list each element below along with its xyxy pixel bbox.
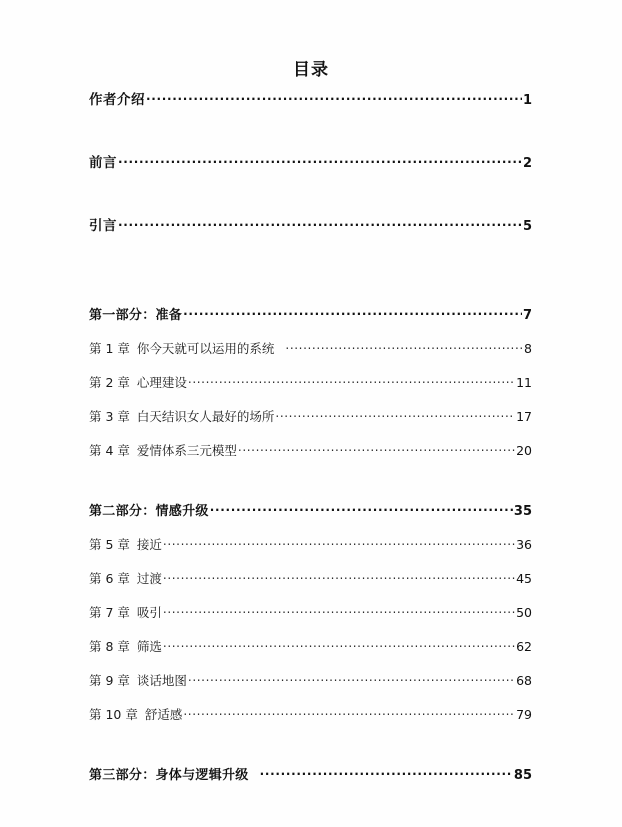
toc-part-heading[interactable] [89, 763, 532, 797]
dot-leader [163, 533, 515, 549]
toc-entry-label: 作者介绍 [89, 92, 145, 108]
toc-entry-page-number: 68 [516, 673, 532, 688]
toc-entry-chapter[interactable] [89, 533, 532, 567]
toc-chapter-text [89, 569, 162, 587]
toc-chapter-text [89, 535, 162, 553]
toc-part-label: 第三部分：身体与逻辑升级 [89, 768, 249, 783]
toc-entry-chapter[interactable] [89, 405, 532, 439]
dot-leader [260, 763, 513, 779]
toc-entry-chapter[interactable] [89, 635, 532, 669]
dot-leader [275, 405, 515, 421]
toc-entry-page-number: 17 [516, 409, 532, 424]
toc-entry-chapter[interactable] [89, 337, 532, 371]
toc-chapter-number: 第 8 章 [89, 639, 130, 654]
toc-entry-page-number: 45 [516, 571, 532, 586]
toc-chapter-number: 第 7 章 [89, 605, 130, 620]
toc-entry-page-number: 79 [516, 707, 532, 722]
toc-entry-page-number: 62 [516, 639, 532, 654]
toc-chapter-title: 白天结识女人最好的场所 [136, 409, 275, 424]
toc-part-heading[interactable] [89, 303, 532, 337]
section-spacer [89, 277, 532, 303]
toc-entry-page-number: 5 [522, 219, 532, 234]
toc-entry-page-number: 1 [522, 93, 532, 108]
dot-leader [146, 88, 522, 104]
toc-chapter-title: 心理建设 [136, 375, 187, 390]
toc-entry-chapter[interactable] [89, 439, 532, 473]
dot-leader [285, 337, 523, 353]
toc-entry-front-matter[interactable] [89, 214, 532, 277]
toc-chapter-number: 第 4 章 [89, 443, 130, 458]
toc-chapter-number: 第 3 章 [89, 409, 130, 424]
toc-entry-chapter[interactable] [89, 601, 532, 635]
toc-entry-page-number: 50 [516, 605, 532, 620]
toc-chapter-title: 你今天就可以运用的系统 [136, 341, 275, 356]
section-spacer [89, 473, 532, 499]
toc-chapter-title: 过渡 [136, 571, 162, 586]
dot-leader [118, 151, 522, 167]
toc-chapter-title: 吸引 [136, 605, 162, 620]
toc-chapter-text [89, 603, 162, 621]
dot-leader [118, 214, 522, 230]
dot-leader [238, 439, 515, 455]
page-title: 目录 [293, 60, 329, 80]
toc-part-label: 第二部分：情感升级 [89, 504, 209, 519]
toc-part-page-number: 35 [513, 504, 532, 519]
toc-chapter-title: 爱情体系三元模型 [136, 443, 237, 458]
toc-chapter-number: 第 2 章 [89, 375, 130, 390]
toc-part-page-number: 85 [513, 768, 532, 783]
dot-leader [188, 669, 515, 685]
toc-chapter-number: 第 6 章 [89, 571, 130, 586]
toc-entry-chapter[interactable] [89, 371, 532, 405]
toc-entry-page-number: 11 [516, 375, 532, 390]
toc-chapter-title: 谈话地图 [136, 673, 187, 688]
toc-part-label: 第一部分：准备 [89, 308, 183, 323]
dot-leader [183, 303, 522, 319]
toc-entry-list [89, 88, 532, 797]
toc-entry-front-matter[interactable] [89, 151, 532, 214]
toc-chapter-number: 第 10 章 [89, 707, 138, 722]
toc-chapter-number: 第 9 章 [89, 673, 130, 688]
toc-entry-chapter[interactable] [89, 669, 532, 703]
toc-chapter-number: 第 5 章 [89, 537, 130, 552]
toc-part-page-number: 7 [522, 308, 532, 323]
dot-leader [188, 371, 515, 387]
toc-chapter-text [89, 407, 274, 425]
toc-chapter-text [89, 705, 182, 723]
toc-chapter-text [89, 671, 187, 689]
dot-leader [163, 635, 515, 651]
toc-chapter-text [89, 637, 162, 655]
toc-entry-label: 前言 [89, 155, 117, 171]
toc-part-heading[interactable] [89, 499, 532, 533]
section-spacer [89, 737, 532, 763]
toc-entry-page-number: 8 [524, 341, 532, 356]
toc-entry-page-number: 36 [516, 537, 532, 552]
toc-chapter-number: 第 1 章 [89, 341, 130, 356]
toc-chapter-text [89, 441, 237, 459]
toc-chapter-title: 舒适感 [144, 707, 183, 722]
toc-chapter-title: 筛选 [136, 639, 162, 654]
dot-leader [183, 703, 515, 719]
dot-leader [163, 567, 515, 583]
dot-leader [163, 601, 515, 617]
toc-entry-page-number: 20 [516, 443, 532, 458]
toc-chapter-title: 接近 [136, 537, 162, 552]
toc-entry-chapter[interactable] [89, 703, 532, 737]
toc-entry-front-matter[interactable] [89, 88, 532, 151]
dot-leader [210, 499, 513, 515]
toc-chapter-text [89, 339, 284, 357]
toc-entry-page-number: 2 [522, 156, 532, 171]
toc-entry-label: 引言 [89, 218, 117, 234]
toc-chapter-text [89, 373, 187, 391]
toc-entry-chapter[interactable] [89, 567, 532, 601]
